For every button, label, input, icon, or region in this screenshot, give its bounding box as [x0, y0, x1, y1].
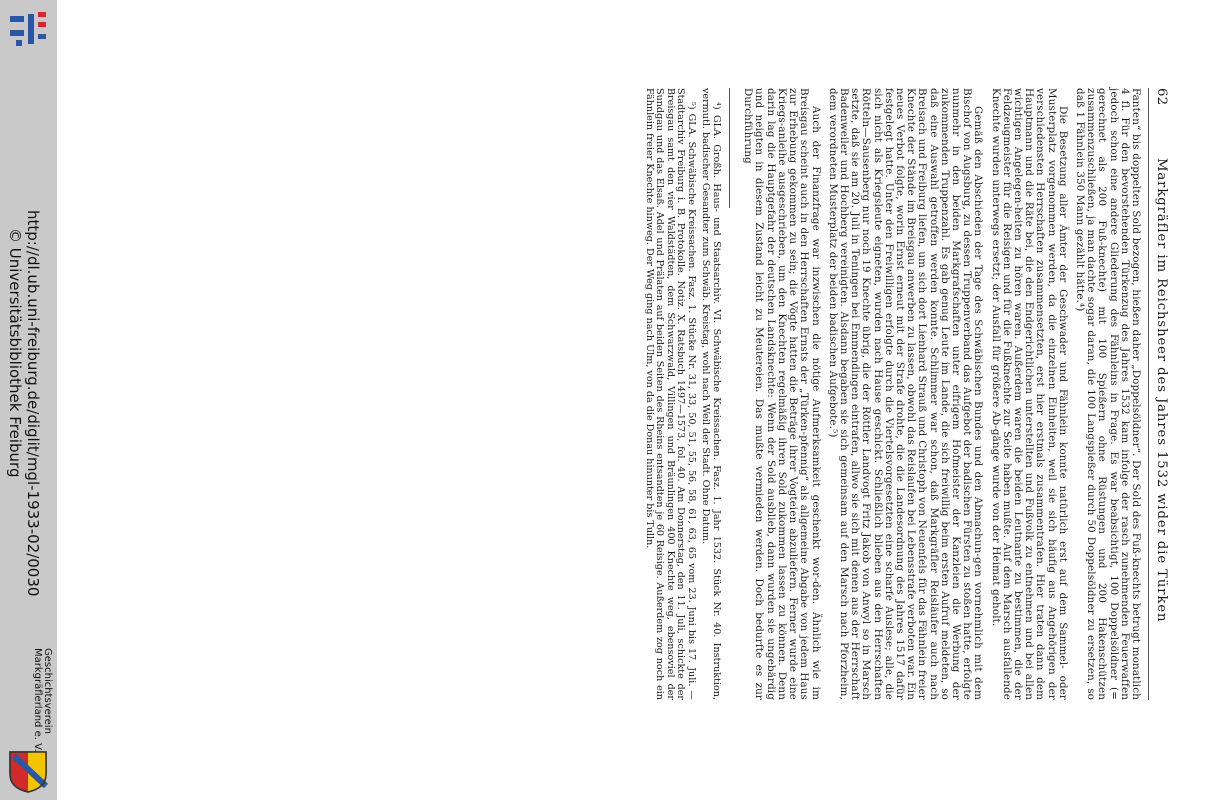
org-name-line2: Markgräflerland e. V. — [32, 648, 43, 752]
header-rule — [1148, 88, 1149, 700]
university-library-logo — [6, 8, 50, 52]
running-header — [1147, 88, 1169, 700]
viewer-sidebar — [0, 0, 57, 800]
page-scan — [57, 0, 1232, 800]
coat-of-arms-logo — [6, 748, 50, 794]
paragraph: Fanten“ bis doppelten Sold bezogen, hießen daher „Doppelsöldner“. Der Sold des Fuß-knechts betrugt monatlich 4 fl. Für den bevorstehenden Türkenzug des Jahres 1532 kam infolge der rasch zunehmenden Feuerwaffen jedoch schon eine andere Gliederung des Fähnleins in Frage. Es war beabsichtigt, 100 Doppelsöldner (= gerechnet als 200 Fuß-knechte) mit 100 Spießern ohne Rüstungen und 200 Hakenschützen zusammenzuschließen, ja man dachte sogar daran, die 100 Langspießer durch 50 Doppelsöldner zu ersetzen, so daß 1 Fähnlein 350 Mann gezählt hätte.⁴) — [1073, 88, 1142, 700]
running-title: Markgräfler im Reichsheer des Jahres 1532 wider die Türken — [1154, 158, 1169, 623]
footnote-rule — [729, 88, 730, 208]
footnote: ⁵) GLA. Schwäbische Kreissachen. Fasz. 1. Stücke Nr. 31, 33, 50, 51, 55, 56, 58, 61, 63, 65 vom 23. Juni bis 17. Juli. — Stadtarchiv Freiburg i. B. Protokolle. Notiz. X. Ratsbuch 1497—1573, fol. 40. Am Donnerstag, den 11. Juli, schickte der Breisgau samt den vier Waldstädten, dem Schwarzwald, Villingen und Bräunlingen 400 Knechte weg, ebensoviel der Sundgau und das Elsaß. Adel und Prälaten auf beiden Seiten des Rheins entsandten je 60 Reisige. Außerdem zog noch ein Fähnlein freier Knechte hinweg. Der Weg ging nach Ulm, von da die Donau hinunter bis Tulln. — [643, 88, 697, 700]
rotated-page — [209, 88, 1169, 700]
paragraph: Die Besetzung aller Ämter der Geschwader und Fähnlein konnte natürlich erst auf dem Sammel- oder Musterplatz vorgenommen werden, da die einzelnen Einheiten, weil sie sich häufig aus Angehörigen der verschiedensten Herrschaften zusammensetzten, erst hier erstmals zusammentrafen. Hier traten dann dem Hauptmann und die Räte bei, die den Endgerichtlichen unterstellten und Fußvolk zu entnehmen und bei allen wichtigen Angelegen-heiten zu hören waren. Außerdem waren die beiden Leutnante zu bestimmen, die der Feldzeugmeister für die Reisigen und für die Fußknechte zur Seite haben mußte. Auf dem Marsch ausfallende Knechte wurden unterwegs ersetzt; der Ausfall für größere Ab-gänge wurde von der Heimat geholt. — [989, 88, 1069, 700]
document-url[interactable]: http://dl.ub.uni-freiburg.de/diglit/mgl-1933-02/0030 — [24, 210, 42, 597]
paragraph: Gemäß den Abschieden der Tage des Schwäbischen Bundes und den Abmachun-gen vornehmlich mit dem Bischof von Augsburg, zu dessen Truppenverband das Aufgebot der badischen Fürsten zu stoßen hatte, erfolgte nunmehr in den beiden Markgrafschaften unter eifrigem Hofmeister der Kanzleien die Werbung der zukommenden Truppenzahl. Es gab genug Leute im Lande, die sich freiwillig beim ersten Aufruf meldeten, so daß eine Auswahl getroffen werden konnte. Schlimmer war schon, daß Markgräfler Reisläufer auch nach Breisach und Freiburg liefen, um sich dort Lienhard Strauß und Christoph von Neuenfels für das Fähnlein freier Knechte der Stände im Breisgau anwerben zu lassen, obwohl das Reislaufen bei Lebensstrafe verboten war. Ein neues Verbot folgte, worin Ernst erneut mit der Strafe drohte, die die Landesordnung des Jahres 1517 dafür festgelegt hatte. Unter den Freiwilligen erfolgte durch die Viertelsvorgesetzten eine scharfe Auslese; alle, die sich nicht als Kriegsleute eigneten, wurden nach Hause geschickt. Schließlich blieben aus den Herrschaften Rötteln—Sausenberg nur noch 19 Knechte übrig, die der Röttler Landvogt Fritz Jakob von Anwyl so in Marsch setzte, daß sie am 20. Juli in Teningen bei Emmendingen eintrafen, allwo sie sich mit denen aus der Herrschaft Badenweiler und Hochberg vereinigten. Alsdann begaben sie sich gemeinsam auf den Marsch nach Pforzheim, dem verordneten Musterplatz der beiden badischen Aufgebote.⁵) — [826, 88, 985, 700]
footnote: ⁴) GLA. Großh. Haus- und Staatsarchiv. VI. Schwäbische Kreissachen. Fasz. 1. Jahr 1532. Stück Nr. 40. Instruktion, vermutl. badischer Gesandter zum Schwäb. Kreistag, wohl nach Weil der Stadt. Ohne Datum. — [700, 88, 723, 700]
library-copyright: © Universitätsbibliothek Freiburg — [6, 228, 24, 478]
page-number: 62 — [1154, 88, 1169, 106]
org-name-line1: Geschichtsverein — [42, 648, 53, 734]
paragraph: Auch der Finanzfrage war inzwischen die nötige Aufmerksamkeit geschenkt wor-den. Ähnlich wie im Breisgau scheint auch in den Herrschaften Ernsts der „Türken-pfennig“ als allgemeine Abgabe von jedem Haus zur Erhebung gekommen zu sein; die Vögte hatten die Beträge ihrer Vogteien abzuliefern. Ferner wurde eine Kriegs-anleihe ausgeschrieben, um den Knechten regelmäßig ihren Sold zukommen lassen zu können. Denn darin lag die Hauptgefahr der deutschen Landsknechte: Wenn der Sold ausblieb, dann wurden sie ungebärdig und neigten in diesem Zustand leicht zu Meutereien. Das mußte vermieden werden. Doch bedurfte es zur Durchführung — [742, 88, 822, 700]
